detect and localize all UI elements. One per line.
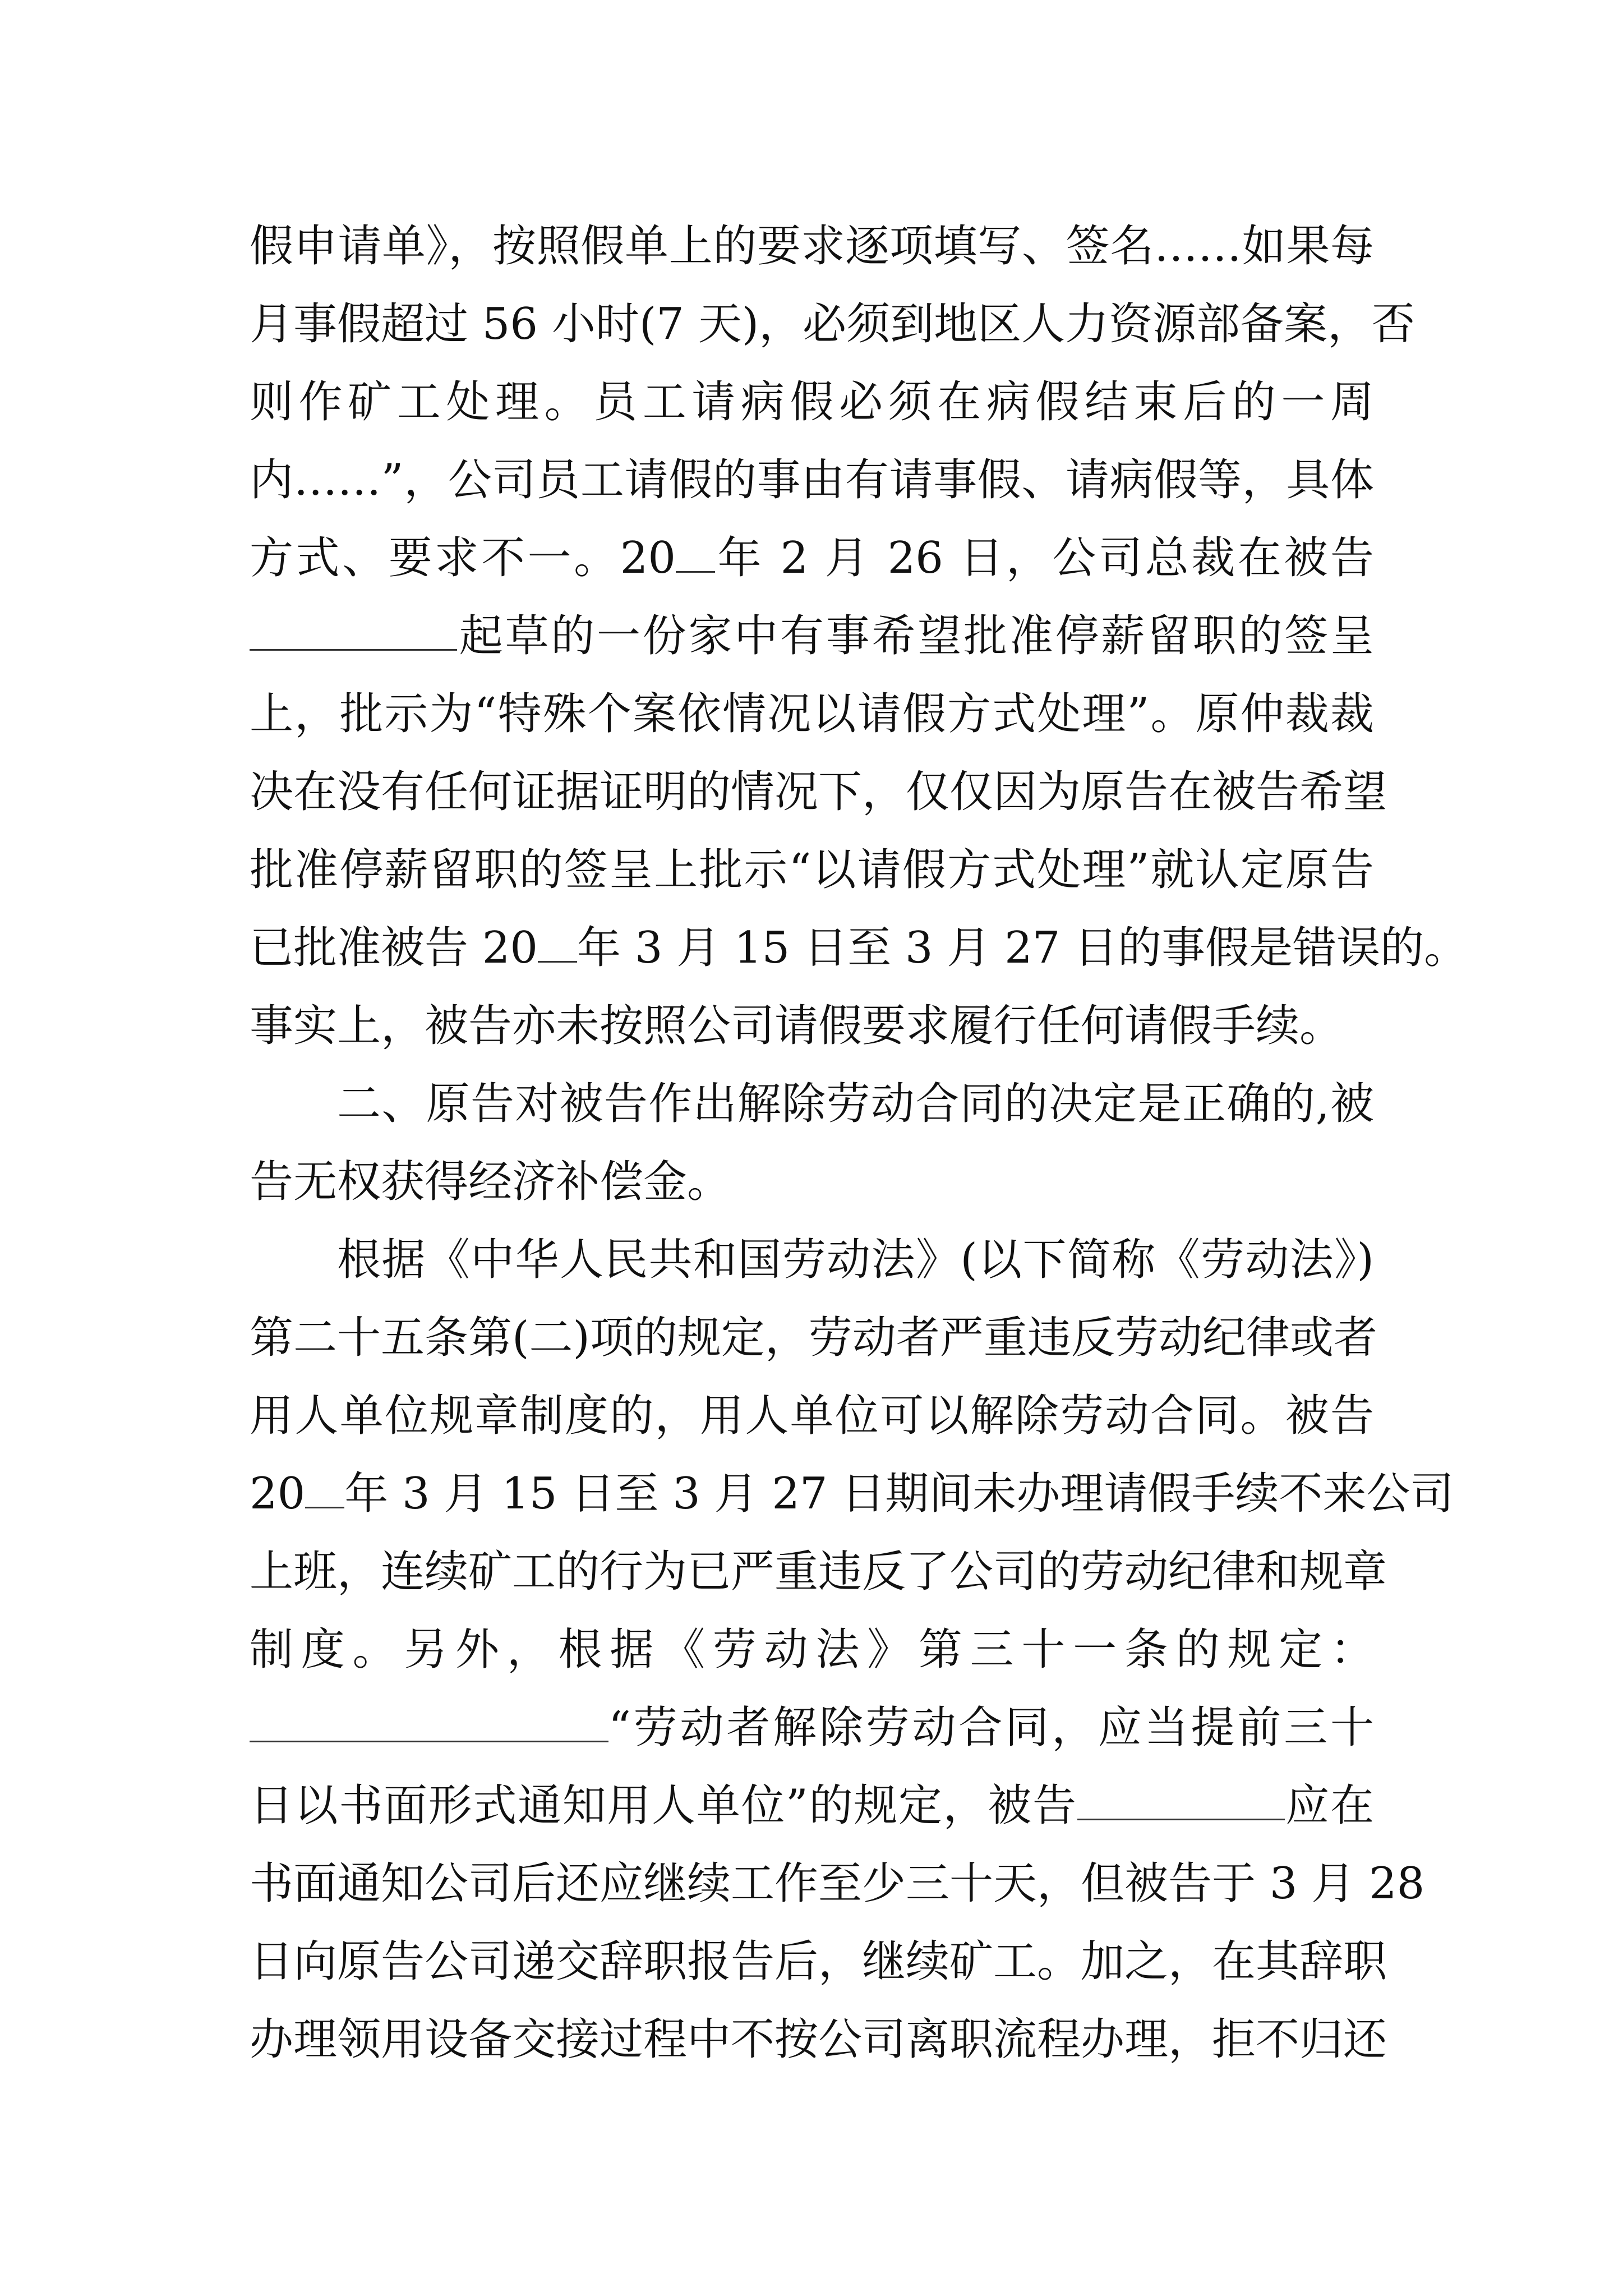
text-segment: 20 bbox=[250, 1469, 306, 1519]
text-line bbox=[250, 441, 1374, 519]
text-segment: 年 3 月 15 日至 3 月 27 日期间未办理请假手续不来公司 bbox=[344, 1469, 1454, 1519]
text-segment: 上班，连续矿工的行为已严重违反了公司的劳动纪律和规章 bbox=[250, 1547, 1387, 1597]
text-line bbox=[250, 1221, 1374, 1299]
text-line bbox=[250, 1767, 1374, 1845]
text-segment: 内……”，公司员工请假的事由有请事假、请病假等，具体 bbox=[250, 455, 1374, 505]
text-segment: 已批准被告 20 bbox=[250, 923, 538, 973]
text-segment: 用人单位规章制度的，用人单位可以解除劳动合同。被告 bbox=[250, 1391, 1374, 1441]
text-segment: 方式、要求不一。20 bbox=[250, 533, 676, 583]
text-line bbox=[250, 2001, 1387, 2079]
text-line bbox=[250, 1455, 1454, 1533]
text-line bbox=[250, 208, 1374, 286]
text-segment: 日向原告公司递交辞职报告后，继续矿工。加之，在其辞职 bbox=[250, 1936, 1387, 1987]
text-segment: 年 2 月 26 日，公司总裁在被告 bbox=[715, 533, 1374, 583]
text-segment: 决在没有任何证据证明的情况下，仅仅因为原告在被告希望 bbox=[250, 767, 1387, 817]
text-segment: 上，批示为“特殊个案依情况以请假方式处理”。原仲裁裁 bbox=[250, 689, 1374, 739]
text-line bbox=[250, 597, 1374, 675]
text-segment: 则作矿工处理。员工请病假必须在病假结束后的一周 bbox=[250, 377, 1374, 427]
text-segment: 办理领用设备交接过程中不按公司离职流程办理，拒不归还 bbox=[250, 2014, 1387, 2065]
text-line bbox=[250, 1845, 1425, 1923]
text-segment: 月事假超过 56 小时(7 天)，必须到地区人力资源部备案，否 bbox=[250, 299, 1415, 349]
text-segment: 假申请单》，按照假单上的要求逐项填写、签名……如果每 bbox=[250, 221, 1374, 272]
text-line bbox=[250, 753, 1387, 831]
text-segment: 起草的一份家中有事希望批准停薪留职的签呈 bbox=[457, 611, 1374, 661]
text-segment: 二、原告对被告作出解除劳动合同的决定是正确的,被 bbox=[337, 1079, 1374, 1129]
text-line bbox=[250, 1143, 1374, 1221]
text-line bbox=[250, 909, 1468, 987]
blank-underline bbox=[676, 536, 715, 573]
text-segment: 告无权获得经济补偿金。 bbox=[250, 1157, 731, 1207]
blank-underline bbox=[538, 926, 577, 963]
text-segment: 批准停薪留职的签呈上批示“以请假方式处理”就认定原告 bbox=[250, 845, 1374, 895]
text-line bbox=[250, 1689, 1374, 1767]
text-line bbox=[250, 675, 1374, 753]
text-segment: 日以书面形式通知用人单位”的规定，被告 bbox=[250, 1780, 1077, 1831]
blank-underline bbox=[305, 1472, 344, 1508]
text-line bbox=[250, 364, 1374, 441]
text-segment: 根据《中华人民共和国劳动法》(以下简称《劳动法》) bbox=[337, 1235, 1374, 1285]
text-line bbox=[250, 1065, 1374, 1143]
text-segment: 年 3 月 15 日至 3 月 27 日的事假是错误的。 bbox=[577, 923, 1468, 973]
text-line bbox=[250, 1923, 1387, 2001]
text-line bbox=[250, 987, 1374, 1065]
text-line bbox=[250, 286, 1415, 364]
body-text bbox=[250, 208, 1468, 2079]
text-line bbox=[250, 519, 1374, 597]
blank-underline bbox=[1077, 1784, 1285, 1820]
text-line bbox=[250, 1377, 1374, 1455]
text-line bbox=[250, 1299, 1377, 1377]
blank-underline bbox=[250, 1706, 608, 1742]
blank-underline bbox=[250, 614, 457, 651]
text-segment: 书面通知公司后还应继续工作至少三十天，但被告于 3 月 28 bbox=[250, 1858, 1425, 1909]
text-segment: 事实上，被告亦未按照公司请假要求履行任何请假手续。 bbox=[250, 1001, 1344, 1051]
text-segment: 第二十五条第(二)项的规定，劳动者严重违反劳动纪律或者 bbox=[250, 1313, 1377, 1363]
text-segment: 制度。另外，根据《劳动法》第三十一条的规定： bbox=[250, 1625, 1374, 1675]
text-segment: “劳动者解除劳动合同，应当提前三十 bbox=[608, 1703, 1374, 1753]
text-line bbox=[250, 1533, 1387, 1611]
text-line bbox=[250, 831, 1374, 909]
text-line bbox=[250, 1611, 1374, 1689]
text-segment: 应在 bbox=[1284, 1780, 1374, 1831]
